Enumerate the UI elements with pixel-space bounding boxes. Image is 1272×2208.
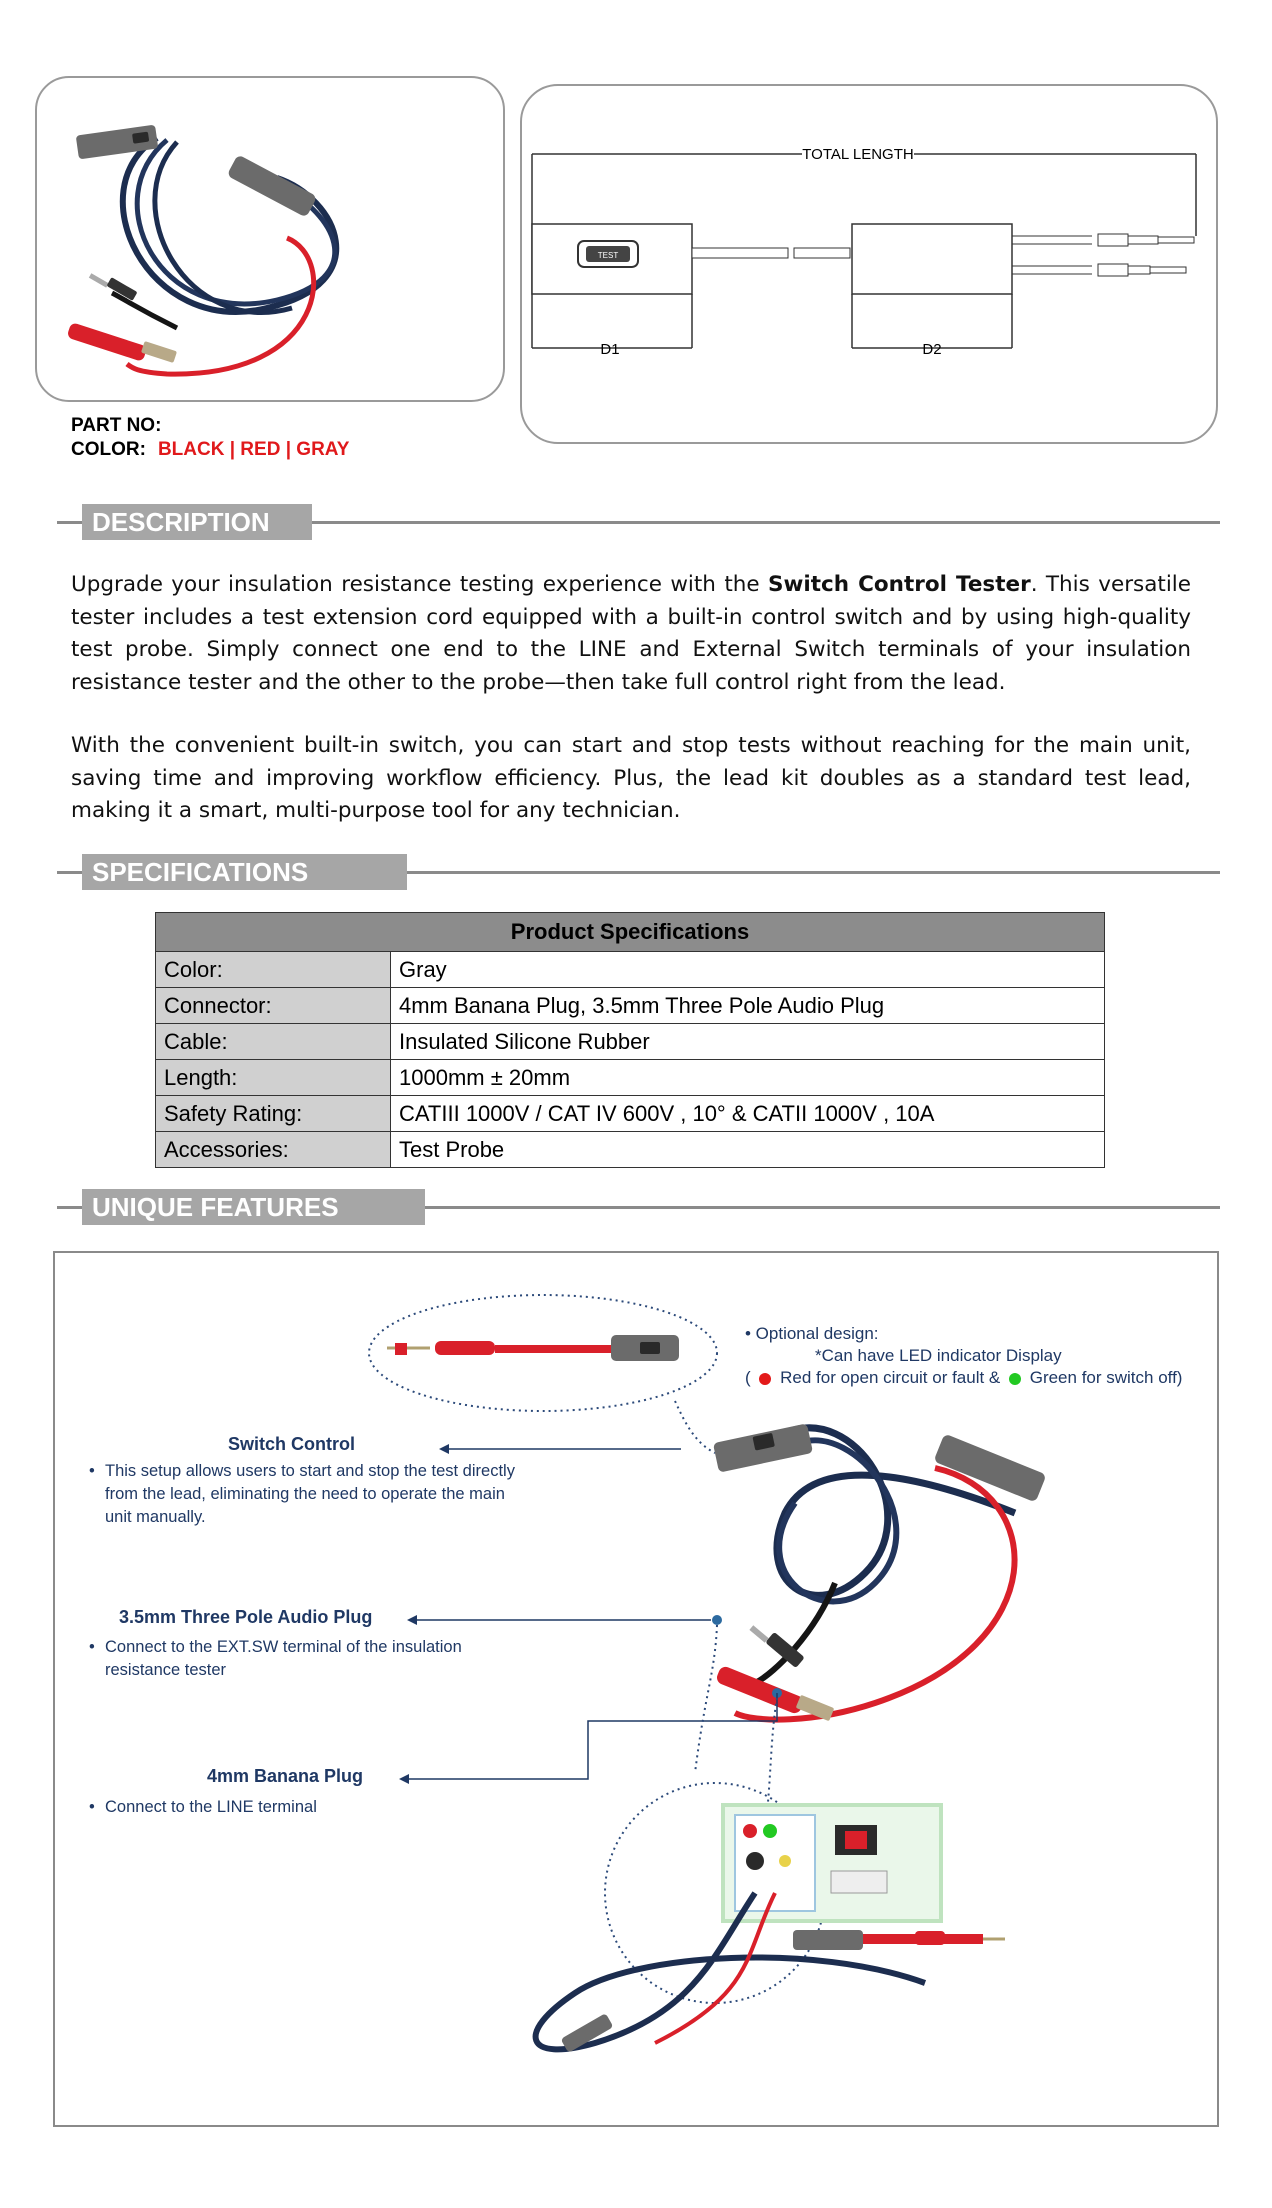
description-heading: DESCRIPTION <box>82 504 312 540</box>
spec-value: 1000mm ± 20mm <box>391 1060 1105 1096</box>
spec-label: Cable: <box>156 1024 391 1060</box>
dimension-diagram-frame <box>520 84 1218 444</box>
led-color-legend: ( Red for open circuit or fault & Green for switch off) <box>745 1368 1183 1387</box>
description-paragraph-2: With the convenient built-in switch, you can start and stop tests without reaching for the main unit, saving time and improving workflow efficiency. Plus, the lead kit doubles as a standard test lead, making it a smart, multi-purpose tool for any technician. <box>71 733 1191 823</box>
switch-control-bullet: • This setup allows users to start and stop the test directly from the lead, eliminating the need to operate the main unit manually. <box>89 1462 515 1526</box>
unique-features-panel <box>53 1251 1219 2127</box>
color-line <box>71 438 349 462</box>
color-value: BLACK | RED | GRAY <box>157 439 350 460</box>
part-no-label: PART NO: <box>71 415 162 436</box>
product-name: Switch Control Tester <box>768 572 1031 597</box>
d2-label: D2 <box>922 341 942 358</box>
spec-label: Accessories: <box>156 1132 391 1168</box>
features-heading: UNIQUE FEATURES <box>82 1189 425 1225</box>
switch-control-title: Switch Control <box>228 1434 355 1454</box>
spec-label: Color: <box>156 952 391 988</box>
table-row <box>156 988 1105 1024</box>
table-row <box>156 952 1105 988</box>
product-photo-frame <box>35 76 505 402</box>
spec-value: Gray <box>391 952 1105 988</box>
green-led-icon <box>1009 1373 1021 1385</box>
banana-plug-title: 4mm Banana Plug <box>207 1766 364 1786</box>
led-indicator-note: *Can have LED indicator Display <box>815 1346 1062 1365</box>
spec-table-header: Product Specifications <box>156 913 1105 952</box>
table-row <box>156 1024 1105 1060</box>
spec-label: Safety Rating: <box>156 1096 391 1132</box>
description-paragraph-1: Upgrade your insulation resistance testing experience with the Switch Control Tester. This versatile tester includes a test extension cord equipped with a built-in control switch and by using high-quality test probe. Simply connect one end to the LINE and External Switch terminals of your insulation resistance tester and the other to the probe—then take full control right from the lead. <box>71 572 1192 695</box>
table-row <box>156 1060 1105 1096</box>
spec-table <box>155 912 1105 1168</box>
test-button-label: TEST <box>597 251 619 260</box>
spec-value: Insulated Silicone Rubber <box>391 1024 1105 1060</box>
cable-product-illustration <box>37 78 503 400</box>
part-info <box>71 414 349 462</box>
table-row <box>156 1096 1105 1132</box>
d1-label: D1 <box>600 341 620 358</box>
table-row <box>156 1132 1105 1168</box>
spec-label: Length: <box>156 1060 391 1096</box>
spec-value: Test Probe <box>391 1132 1105 1168</box>
audio-plug-title: 3.5mm Three Pole Audio Plug <box>119 1607 373 1627</box>
spec-value: 4mm Banana Plug, 3.5mm Three Pole Audio Plug <box>391 988 1105 1024</box>
optional-design-label: • Optional design: <box>745 1324 879 1343</box>
specifications-heading: SPECIFICATIONS <box>82 854 407 890</box>
total-length-label: TOTAL LENGTH <box>802 146 914 163</box>
dimension-diagram <box>522 86 1216 442</box>
color-label: COLOR: <box>71 439 146 460</box>
banana-plug-bullet: • Connect to the LINE terminal <box>89 1798 317 1816</box>
spec-label: Connector: <box>156 988 391 1024</box>
spec-value: CATIII 1000V / CAT IV 600V , 10° & CATII 1000V , 10A <box>391 1096 1105 1132</box>
audio-plug-bullet: • Connect to the EXT.SW terminal of the insulation resistance tester <box>89 1638 462 1679</box>
red-led-icon <box>759 1373 771 1385</box>
